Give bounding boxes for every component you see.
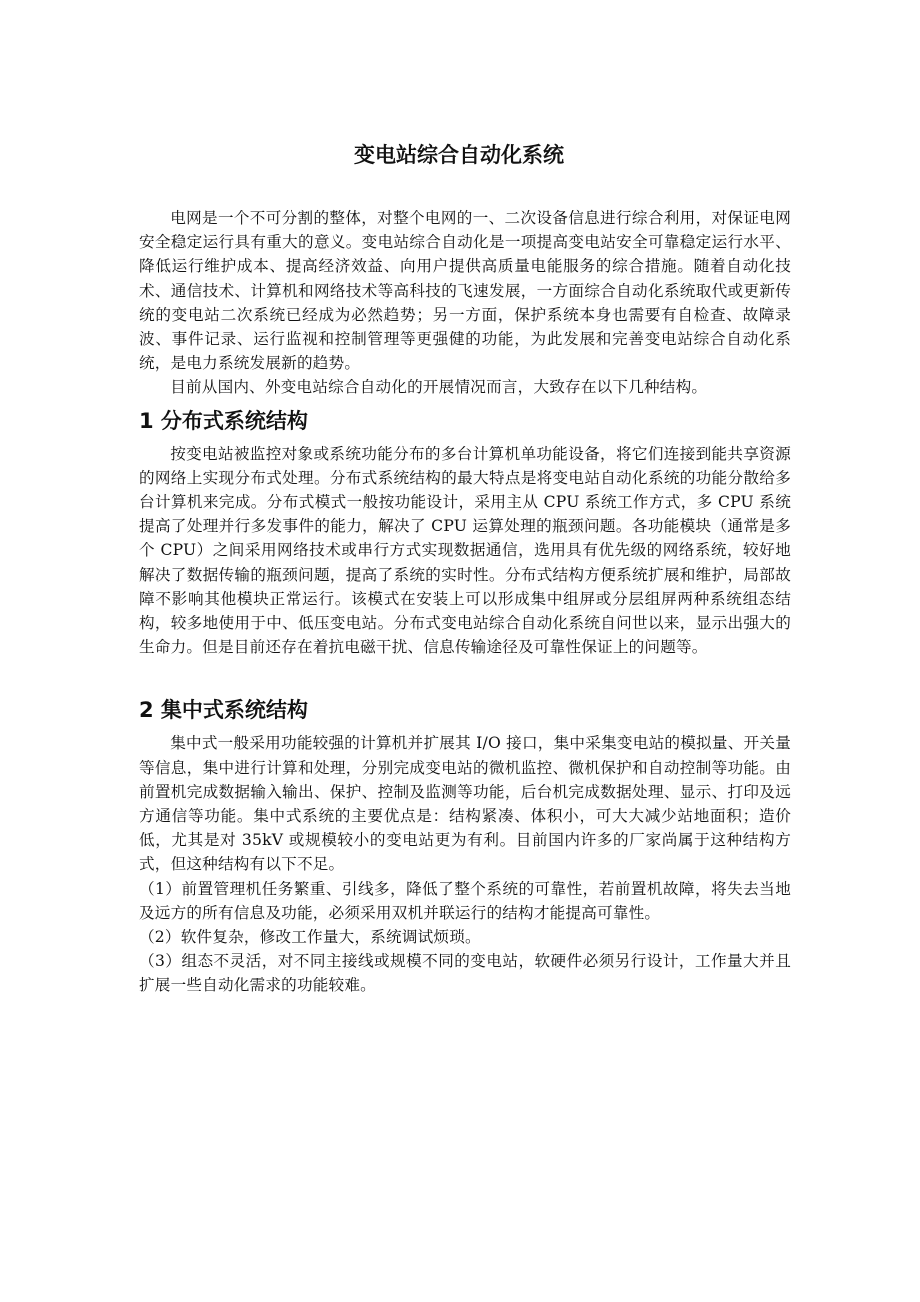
section-spacer — [139, 659, 791, 689]
section-heading: 1 分布式系统结构 — [139, 408, 308, 433]
document-title: 变电站综合自动化系统 — [354, 143, 564, 167]
list-item: （1）前置管理机任务繁重、引线多，降低了整个系统的可靠性，若前置机故障，将失去当地及远方的所有信息及功能，必须采用双机并联运行的结构才能提高可靠性。 — [139, 879, 791, 922]
section-paragraph: 集中式一般采用功能较强的计算机并扩展其 I/O 接口，集中采集变电站的模拟量、开关量等信息，集中进行计算和处理，分别完成变电站的微机监控、微机保护和自动控制等功能。由前置机完成数据输入输出、保护、控制及监测等功能，后台机完成数据处理、显示、打印及远方通信等功能。集中式系统的主要优点是：结构紧凑、体积小，可大大减少站地面积；造价低，尤其是对 35kV 或规模较小的变电站更为有利。目前国内许多的厂家尚属于这种结构方式，但这种结构有以下不足。 — [139, 734, 791, 874]
list-item: （2）软件复杂，修改工作量大，系统调试烦琐。 — [139, 928, 481, 947]
document-body — [139, 206, 791, 998]
section-heading: 2 集中式系统结构 — [139, 698, 308, 723]
intro-paragraph: 目前从国内、外变电站综合自动化的开展情况而言，大致存在以下几种结构。 — [170, 378, 708, 397]
intro-paragraph: 电网是一个不可分割的整体，对整个电网的一、二次设备信息进行综合利用，对保证电网安全稳定运行具有重大的意义。变电站综合自动化是一项提高变电站安全可靠稳定运行水平、降低运行维护成本、提高经济效益、向用户提供高质量电能服务的综合措施。随着自动化技术、通信技术、计算机和网络技术等高科技的飞速发展，一方面综合自动化系统取代或更新传统的变电站二次系统已经成为必然趋势；另一方面，保护系统本身也需要有自检查、故障录波、事件记录、运行监视和控制管理等更强健的功能，为此发展和完善变电站综合自动化系统，是电力系统发展新的趋势。 — [139, 209, 791, 373]
list-item: （3）组态不灵活，对不同主接线或规模不同的变电站，软硬件必须另行设计，工作量大并且扩展一些自动化需求的功能较难。 — [139, 952, 791, 995]
section-paragraph: 按变电站被监控对象或系统功能分布的多台计算机单功能设备，将它们连接到能共享资源的网络上实现分布式处理。分布式系统结构的最大特点是将变电站自动化系统的功能分散给多台计算机来完成。分布式模式一般按功能设计，采用主从 CPU 系统工作方式，多 CPU 系统提高了处理并行多发事件的能力，解决了 CPU 运算处理的瓶颈问题。各功能模块（通常是多个 CPU）之间采用网络技术或串行方式实现数据通信，选用具有优先级的网络系统，较好地解决了数据传输的瓶颈问题，提高了系统的实时性。分布式结构方便系统扩展和维护，局部故障不影响其他模块正常运行。该模式在安装上可以形成集中组屏或分层组屏两种系统组态结构，较多地使用于中、低压变电站。分布式变电站综合自动化系统自问世以来，显示出强大的生命力。但是目前还存在着抗电磁干扰、信息传输途径及可靠性保证上的问题等。 — [139, 444, 791, 657]
